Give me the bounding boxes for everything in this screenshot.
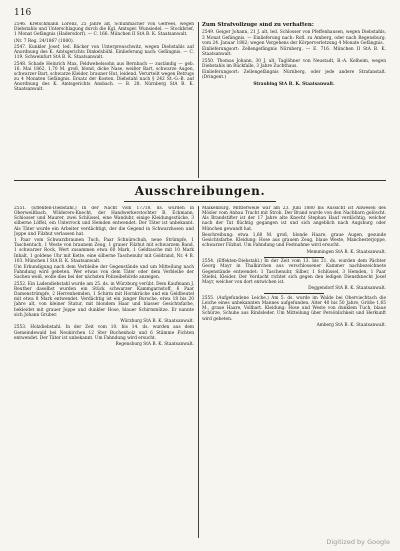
top-right-column — [202, 22, 386, 178]
right-column-header: Zum Strafvollzuge sind zu verhaften: — [202, 22, 314, 28]
entry-paragraph: 2552. Ein Ladendiebstahl wurde am 25. ds. in Würzburg verübt. Dem Kaufmann J. Reuther daselbst wurden ein Stück schwarzer Kammgarnstoff, 6 Paar Damenstrümpfe, 2 Herrenhemden, 1 Schirm mit Hornkrücke und ein Geldbeutel mit etwa 8 Mark entwendet. Verdächtig ist ein junger Bursche, etwa 18 bis 20 Jahre alt, von kleiner Statur, mit blondem Haar und blasser Gesichtsfarbe, bekleidet mit grauer Joppe und dunkler Hose, blauer Schirmmütze. Er nannte sich Johann Gruber. — [14, 281, 194, 318]
bottom-right-column — [202, 206, 386, 538]
entry-paragraph: 2555. (Aufgefundene Leiche.) Am 5. ds. wurde im Walde bei Oberviechtach die Leiche eines unbekannten Mannes aufgefunden. Alter 40 bis 50 Jahre, Größe 1,65 M., graue Haare, Vollbart. Kleidung: Hose und Weste von dunklem Tuch, blaue Schürze, Schuhe aus Rindsleder. Um Mitteilung über Persönlichkeit und Herkunft wird gebeten. — [202, 295, 386, 322]
entry-paragraph: Amberg StA B. K. Staatsanwalt. — [316, 322, 386, 328]
section-title: Ausschreibungen. — [134, 184, 266, 198]
entry-divider — [264, 257, 324, 258]
digitized-watermark: Digitized by Google — [326, 538, 390, 546]
entry-paragraph: Straubing StA B. K. Staatsanwalt. — [253, 81, 335, 87]
entry-paragraph: 2548. Schade Heinrich Max, Feldwebelssohn aus Bernbach — zuständig — geb. 16. Mai 1862, 1,70 M. groß, blond, dicke Nase, weißer Bart, schwarze Augen, schwarzer Bart, schwarze Kleider, brauner Hut, leidend. Verurteilt wegen Betrugs zu 4 Monaten Gefängnis. Ersatz der Kosten. Diebstahl nach § 242 St.-G.-B. auf Anordnung des K. Amtsgerichts Ansbach. — B. 28. Nürnberg StA B. K. Staatsanwalt. — [14, 61, 194, 93]
entry-paragraph: Regensburg StA B. K. Staatsanwalt. — [115, 342, 194, 348]
column-divider — [198, 22, 199, 178]
title-underline — [124, 201, 276, 202]
page-number: 116 — [14, 8, 32, 18]
entry-paragraph: Einlieferungsort: Zellengefängnis Nürnberg, oder jede andere Strafanstalt. (Dringent.) — [202, 70, 386, 81]
entry-paragraph: Memmingen StA B. K. Staatsanwalt. — [306, 249, 386, 255]
entry-paragraph: Malkenburg. Mittlerweile war am 23. Juni 1880 bis Aussicht ist Anwesen des Mösler vom Anbau Tracht mit Stroh. Der Brand wurde von den Nachbarn gelöscht. Als Brandstifter ist der 17 Jahre alte Knecht Stephan Hauf verdächtig, welcher nach der Tat flüchtig gegangen ist und sich angeblich nach Augsburg oder München gewandt hat. — [202, 206, 386, 232]
entry-divider — [264, 293, 324, 294]
bottom-left-column — [14, 206, 194, 538]
entry-paragraph: 2547. Kunkler Josef, led. Bäcker von Unterpreuschwitz, wegen Diebstahls auf Anordnung des K. Amtsgerichts Dinkelsbühl. Einlieferung nach: Gefängnis. — C. 119. Schweinfurt StA B. K. Staatsanwalt. — [14, 45, 194, 61]
entry-paragraph: 2550. Thomas Johann, 30 J. alt, Taglöhner von Neustadt, B.-A. Kelheim, wegen Diebstahls im Rückfalle, 3 Jahre Zuchthaus. — [202, 58, 386, 69]
top-left-column — [14, 22, 194, 178]
column-divider — [198, 206, 199, 538]
entry-paragraph: Einlieferungsort: Zellengefängnis Nürnberg. — E. 716. München II StA B. K. Staatsanwalt. — [202, 47, 386, 58]
entry-paragraph: Deggendorf StA B. K. Staatsanwalt. — [308, 286, 386, 292]
entry-paragraph: (Nr. 7 Reg. 24/1867 (1880). — [14, 38, 74, 44]
entry-paragraph: 1 Paar vom Schwarzbraunen Tuch, Paar Schnürschuh, neue Strümpfe, 1 Taschentuch, 1 Weste von braunem Zeug, 1 grauer Filzhut mit schwarzem Band, 1 schwarzer Rock, Wert zusammen etwa 60 Mark, 1 Geldtasche mit 10 Mark Inhalt, 1 goldene Uhr mit Kette, eine silberne Taschenuhr mit Goldrand, Nr. 4 B. 103. München I StA B. K. Staatsanwalt. — [14, 238, 194, 264]
section-divider — [14, 180, 386, 181]
entry-paragraph: 2553. Holzdiebstahl. In der Zeit vom 10. bis 14. ds. wurden aus dem Gemeindewald bei Neukirchen 12 Ster Buchenholz und 6 Stämme Fichten entwendet. Der Täter ist unbekannt. Um Fahndung wird ersucht. — [14, 325, 194, 341]
entry-paragraph: Um Erkundigung nach dem Verbleibe der Gegenstände und um Mitteilung nach Fahndung wird gebeten. Wer etwas von dem Täter oder dem Verbleibe der Sachen weiß, wolle dies bei der nächsten Polizeibehörde anzeigen. — [14, 265, 194, 281]
entry-paragraph: Würzburg StA B. K. Staatsanwalt. — [120, 319, 194, 325]
entry-paragraph: Beschreibung: etwa 1,68 M. groß, blonde Haare, graue Augen, gesunde Gesichtsfarbe. Kleidung: Hose aus grauem Zeug, blaue Weste, Manchesterjoppe, schwarzer Filzhut. Um Fahndung und Festnahme wird ersucht. — [202, 232, 386, 249]
entry-paragraph: 2551. (Effekten-Diebstahl.) In der Nacht vom 17./18. ds. wurden in Oberweißbach, Wilderers-Knecht, der Handwerkerstochter B. Eckmann, Schlosser und Maurer, zwei Schlüssel, eine Wanduhr, einige Kleidungsstücke, 3 silberne Löffel, ein Unterrock und Hemden entwendet. Der Täter ist unbekannt. Als Täter wurde ein Arbeiter verdächtigt, der die Gegend in Schwarzhosen und Joppe und Filzhut verlassen hat. — [14, 206, 194, 237]
entry-paragraph: 2554. (Effekten-Diebstahl.) In der Zeit vom 13. bis 21. ds. wurden dem Pächter Georg Mayr in Thalkirchen aus verschlossener Kammer nachbezeichnete Gegenstände entwendet: 1 Taschenuhr, Silber, 1 Schlüssel, 3 Hemden, 1 Paar Stiefel, Kleider. Der Verdacht richtet sich gegen den ledigen Dienstknecht Josef Mayr, welcher von dort entwichen ist. — [202, 259, 386, 285]
document-page — [14, 8, 386, 538]
entry-paragraph: 2549. Geiger Johann, 21 J. alt, led. Schlosser von Pfeffenhausen, wegen Diebstahls, 3 Monat Gefängnis. — Einlieferung nach: Rofl. zu Amberg, oder nach Regensburg. vom 24. Januar 1882; wegen Vergehens der Körperverletzung 4 Monate Gefängnis. — [202, 30, 386, 46]
entry-paragraph: 2546. Kretschmann Lorenz, 25 Jahre alt, Schuhmacher von Gefrees, wegen Diebstahls und Unterschlagung durch die Kgl. Amtsger. Wunsiedel. — Stockbrief, 1 Monat Gefängnis (Hadersdorf). — C. 166. München II StA B. K. Staatsanwalt. — [14, 22, 194, 38]
